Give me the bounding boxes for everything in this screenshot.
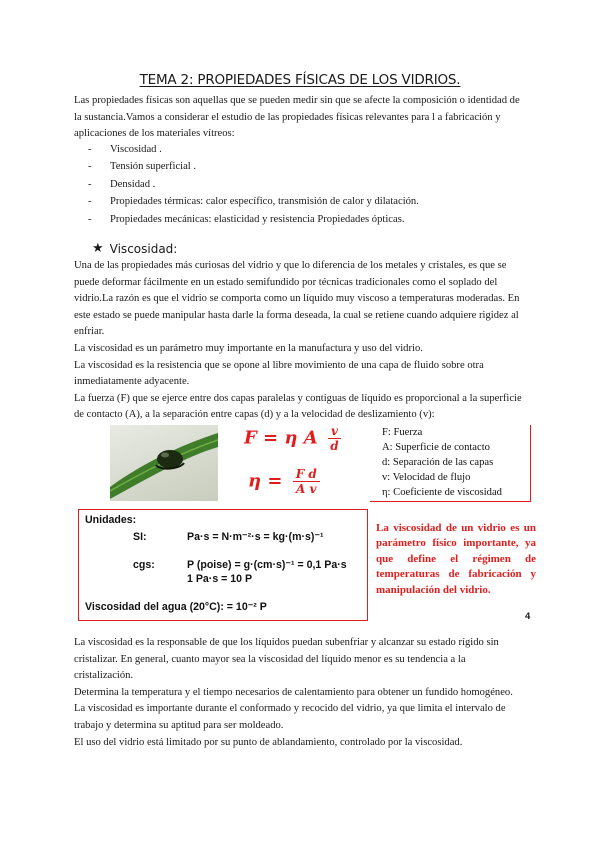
text-line: La fuerza (F) que se ejerce entre dos capas paralelas y contiguas de líquido es proporcional a la superficie <box>74 392 522 404</box>
text-line: Una de las propiedades más curiosas del vidrio y que lo diferencia de los metales y cristales, es que se <box>74 260 507 271</box>
fraction-numerator: v <box>328 424 341 439</box>
velocity-over-distance <box>328 424 341 453</box>
text-line: La viscosidad es un parámetro muy importante en la manufactura y uso del vidrio. <box>74 342 423 354</box>
text-line: este estado se puede manipular hasta darle la forma deseada, la cual se retiene cuando adquiere rigidez al <box>74 309 519 321</box>
fraction-numerator: F d <box>293 467 320 482</box>
star-icon: ★ <box>92 241 104 256</box>
intro-paragraph <box>74 93 526 143</box>
force-formula-lhs: F = η A <box>244 427 318 449</box>
leaf-droplet-photo <box>110 425 218 501</box>
legend-item: F: Fuerza <box>382 427 423 438</box>
cgs-value: P (poise) = g·(cm·s)⁻¹ = 0,1 Pa·s <box>187 559 347 571</box>
fraction-denominator: d <box>330 439 339 453</box>
legend-item: A: Superficie de contacto <box>382 442 490 453</box>
text-line: de contacto (A), a la separación entre capas (d) y a la velocidad de deslizamiento (v): <box>74 409 435 421</box>
intro-line: aplicaciones de los materiales vítreos: <box>74 128 235 140</box>
leaf-droplet-illustration <box>110 425 218 501</box>
si-value: Pa·s = N·m⁻²·s = kg·(m·s)⁻¹ <box>187 531 324 543</box>
intro-line: Las propiedades físicas son aquellas que se pueden medir sin que se afecte la composición o identidad de <box>74 95 520 106</box>
fraction-denominator: A v <box>296 482 317 496</box>
section-heading-label: Viscosidad: <box>109 241 178 256</box>
viscosity-formula-lhs: η = <box>248 470 283 492</box>
text-line: cristalizar. En general, cuanto mayor sea la viscosidad del líquido menor es su tendencia a la <box>74 653 466 665</box>
water-viscosity: Viscosidad del agua (20°C): = 10⁻² P <box>85 601 267 613</box>
page-title: TEMA 2: PROPIEDADES FÍSICAS DE LOS VIDRIOS. <box>139 72 461 88</box>
cgs-conversion: 1 Pa·s = 10 P <box>187 573 253 585</box>
text-line: vidrio.La razón es que el vidrio se comporta como un líquido muy viscoso a temperaturas moderadas. En <box>74 293 520 305</box>
legend-item: η: Coeficiente de viscosidad <box>382 487 502 498</box>
list-item: - Densidad . <box>88 176 419 193</box>
text-line: La viscosidad es la resistencia que se opone al libre movimiento de una capa de fluido sobre otra <box>74 359 484 371</box>
units-heading: Unidades: <box>85 514 137 526</box>
force-formula <box>244 424 341 453</box>
units-box <box>78 509 368 621</box>
text-line: puede deformar fácilmente en un estado semifundido por técnicas tradicionales como el soplado del <box>74 276 498 288</box>
list-item: - Propiedades mecánicas: elasticidad y resistencia Propiedades ópticas. <box>88 211 419 228</box>
cgs-label: cgs: <box>133 559 155 571</box>
closing-paragraph <box>74 635 526 751</box>
legend-item: v: Velocidad de flujo <box>382 472 471 483</box>
intro-line: la sustancia.Vamos a considerar el estudio de las propiedades físicas relevantes para l a fabricación y <box>74 111 501 123</box>
text-line: inmediatamente adyacente. <box>74 376 190 388</box>
legend-item: d: Separación de las capas <box>382 457 494 468</box>
list-item: - Propiedades térmicas: calor específico, transmisión de calor y dilatación. <box>88 193 419 210</box>
viscosity-paragraph <box>74 258 526 424</box>
variable-legend <box>370 425 531 502</box>
si-label: SI: <box>133 531 147 543</box>
slide-number: 4 <box>525 611 531 622</box>
text-line: La viscosidad es importante durante el conformado y recocido del vidrio, ya que limita el intervalo de <box>74 703 506 715</box>
force-distance-fraction <box>293 467 320 496</box>
text-line: La viscosidad es la responsable de que los líquidos puedan subenfriar y alcanzar su estado rígido sin <box>74 637 499 648</box>
text-line: enfriar. <box>74 326 105 338</box>
viscosity-formula <box>248 467 320 496</box>
text-line: Determina la temperatura y el tiempo necesarios de calentamiento para obtener un fundido homogéneo. <box>74 686 513 698</box>
property-list <box>88 141 419 228</box>
text-line: cristalización. <box>74 670 134 682</box>
text-line: El uso del vidrio está limitado por su punto de ablandamiento, controlado por la viscosidad. <box>74 736 463 748</box>
list-item: - Viscosidad . <box>88 141 419 158</box>
section-heading <box>92 241 177 256</box>
list-item: - Tensión superficial . <box>88 158 419 175</box>
text-line: trabajo y determina su aptitud para ser moldeado. <box>74 719 284 731</box>
viscosity-note: La viscosidad de un vidrio es un parámetro físico importante, ya que define el régimen de temperaturas de fabricación y manipulación del vidrio. <box>376 522 536 596</box>
